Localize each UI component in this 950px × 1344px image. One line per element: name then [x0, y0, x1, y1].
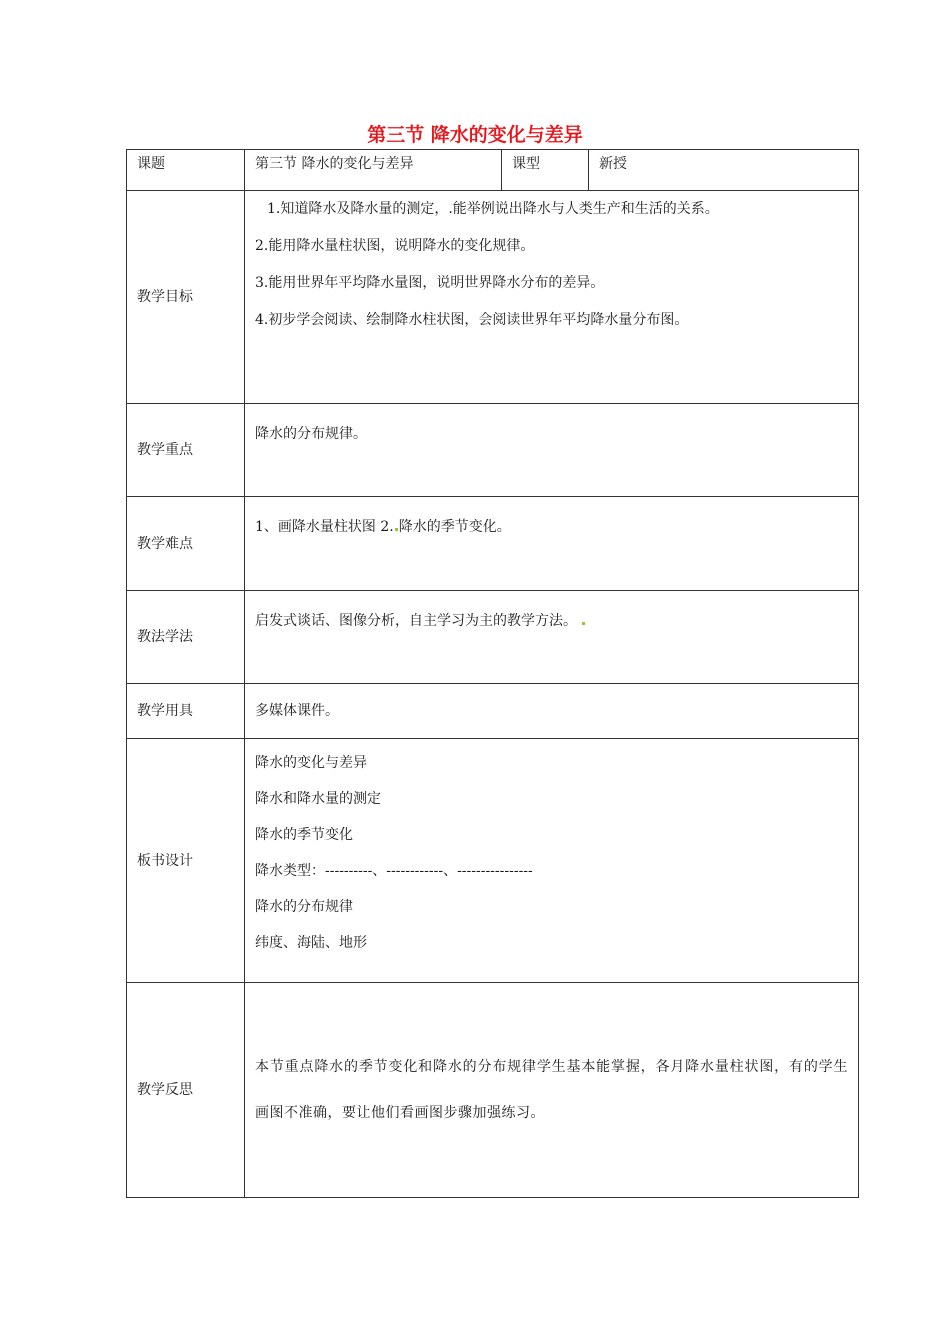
methods-row — [127, 591, 859, 684]
green-dot-mark — [395, 528, 398, 531]
methods-part2: 分析，自主学习为 — [367, 613, 479, 629]
difficulties-part2: 降水的季节变化。 — [398, 519, 511, 535]
objective-item: 1.知道降水及降水量的测定，.能举例说出降水与人类生产和生活的关系。 — [267, 201, 719, 217]
difficulties-text — [255, 517, 848, 537]
difficulties-row — [127, 497, 859, 591]
difficulties-content — [245, 497, 859, 591]
tools-value: 多媒体课件。 — [245, 684, 859, 739]
reflection-text: 本节重点降水的季节变化和降水的分布规律学生基本能掌握，各月降水量柱状图，有的学生画图不准确，要让他们看画图步骤加强练习。 — [255, 1059, 848, 1121]
board-item: 纬度、海陆、地形 — [255, 935, 367, 951]
board-item: 降水的变化与差异 — [255, 755, 367, 771]
tools-row — [127, 684, 859, 739]
difficulties-part1: 1、画降水量柱状图 2. — [255, 519, 394, 535]
methods-label: 教法学法 — [127, 591, 245, 684]
objective-item: 3.能用世界年平均降水量图，说明世界降水分布的差异。 — [255, 275, 605, 291]
reflection-content — [245, 983, 859, 1198]
objectives-row — [127, 191, 859, 404]
objectives-label: 教学目标 — [127, 191, 245, 404]
lesson-plan-table — [126, 149, 859, 1198]
header-row — [127, 150, 859, 191]
board-content — [245, 739, 859, 983]
objectives-content — [245, 191, 859, 404]
methods-content — [245, 591, 859, 684]
type-label: 课型 — [502, 150, 589, 191]
board-item: 降水的分布规律 — [255, 899, 353, 915]
board-label: 板书设计 — [127, 739, 245, 983]
reflection-row — [127, 983, 859, 1198]
objective-item: 4.初步学会阅读、绘制降水柱状图，会阅读世界年平均降水量分布图。 — [255, 312, 689, 328]
topic-value: 第三节 降水的变化与差异 — [245, 150, 502, 191]
board-item: 降水和降水量的测定 — [255, 791, 381, 807]
key-points-label: 教学重点 — [127, 404, 245, 497]
reflection-label: 教学反思 — [127, 983, 245, 1198]
difficulties-label: 教学难点 — [127, 497, 245, 591]
key-points-text: 降水的分布规律。 — [255, 426, 367, 442]
topic-label: 课题 — [127, 150, 245, 191]
tools-label: 教学用具 — [127, 684, 245, 739]
methods-text — [255, 611, 848, 631]
type-value: 新授 — [589, 150, 859, 191]
board-row — [127, 739, 859, 983]
page-title: 第三节 降水的变化与差异 — [367, 124, 583, 146]
methods-part3: 主的教学方法。 — [479, 613, 577, 629]
key-points-row — [127, 404, 859, 497]
green-dot-mark — [582, 622, 585, 625]
methods-part1: 启发式谈话、图像 — [255, 613, 367, 629]
objective-item: 2.能用降水量柱状图，说明降水的变化规律。 — [255, 238, 535, 254]
key-points-content — [245, 404, 859, 497]
board-item: 降水类型：----------、------------、---------------- — [255, 863, 533, 879]
board-item: 降水的季节变化 — [255, 827, 353, 843]
